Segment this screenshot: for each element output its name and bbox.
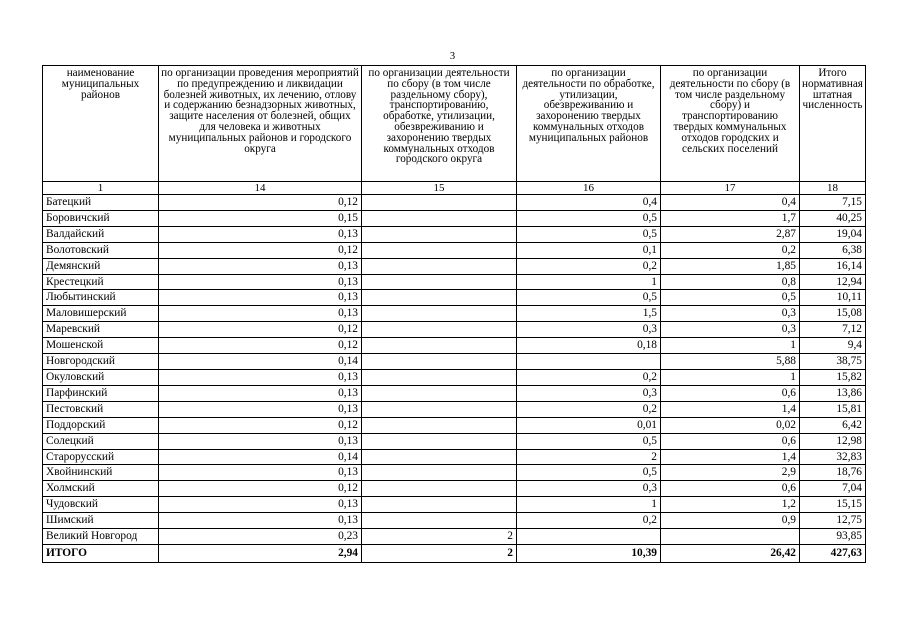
table-row bbox=[43, 306, 866, 322]
value-cell-c15 bbox=[362, 354, 517, 370]
value-cell-c15 bbox=[362, 369, 517, 385]
value-cell-c14: 0,13 bbox=[159, 369, 362, 385]
total-col15: 2 bbox=[362, 544, 517, 562]
value-cell-c14: 0,13 bbox=[159, 497, 362, 513]
value-cell-c14: 0,14 bbox=[159, 354, 362, 370]
value-cell-c16: 2 bbox=[517, 449, 661, 465]
value-cell-c14: 0,12 bbox=[159, 242, 362, 258]
header-cell: наименование муниципальных районов bbox=[43, 66, 159, 182]
column-number-row bbox=[43, 182, 866, 195]
value-cell-c18: 93,85 bbox=[800, 529, 866, 545]
value-cell-c18: 9,4 bbox=[800, 338, 866, 354]
value-cell-c17: 1,4 bbox=[661, 449, 800, 465]
value-cell-c18: 15,08 bbox=[800, 306, 866, 322]
column-number: 17 bbox=[661, 182, 800, 195]
table-row bbox=[43, 322, 866, 338]
value-cell-c14: 0,12 bbox=[159, 195, 362, 211]
value-cell-c14: 0,12 bbox=[159, 417, 362, 433]
table-row bbox=[43, 481, 866, 497]
value-cell-c18: 15,81 bbox=[800, 401, 866, 417]
value-cell-c14: 0,15 bbox=[159, 210, 362, 226]
column-number: 16 bbox=[517, 182, 661, 195]
value-cell-c18: 12,75 bbox=[800, 513, 866, 529]
value-cell-c18: 7,04 bbox=[800, 481, 866, 497]
table-row bbox=[43, 210, 866, 226]
district-name: Чудовский bbox=[43, 497, 159, 513]
value-cell-c16: 0,18 bbox=[517, 338, 661, 354]
value-cell-c16: 0,3 bbox=[517, 322, 661, 338]
value-cell-c15 bbox=[362, 401, 517, 417]
value-cell-c18: 7,12 bbox=[800, 322, 866, 338]
value-cell-c16: 0,1 bbox=[517, 242, 661, 258]
value-cell-c15 bbox=[362, 210, 517, 226]
value-cell-c18: 18,76 bbox=[800, 465, 866, 481]
district-name: Хвойнинский bbox=[43, 465, 159, 481]
value-cell-c14: 0,13 bbox=[159, 258, 362, 274]
table-row bbox=[43, 354, 866, 370]
table-row bbox=[43, 417, 866, 433]
value-cell-c14: 0,13 bbox=[159, 385, 362, 401]
value-cell-c16: 0,2 bbox=[517, 369, 661, 385]
value-cell-c17: 1 bbox=[661, 369, 800, 385]
district-name: Парфинский bbox=[43, 385, 159, 401]
value-cell-c15 bbox=[362, 242, 517, 258]
header-cell: Итого нормативная штатная численность bbox=[800, 66, 866, 182]
page-number: 3 bbox=[449, 51, 456, 62]
total-col17: 26,42 bbox=[661, 544, 800, 562]
district-name: Любытинский bbox=[43, 290, 159, 306]
total-col16: 10,39 bbox=[517, 544, 661, 562]
value-cell-c18: 7,15 bbox=[800, 195, 866, 211]
table-row bbox=[43, 258, 866, 274]
value-cell-c16: 0,5 bbox=[517, 290, 661, 306]
value-cell-c17: 0,4 bbox=[661, 195, 800, 211]
district-name: Волотовский bbox=[43, 242, 159, 258]
value-cell-c17: 1,7 bbox=[661, 210, 800, 226]
value-cell-c15 bbox=[362, 433, 517, 449]
value-cell-c16: 0,5 bbox=[517, 465, 661, 481]
table-row bbox=[43, 338, 866, 354]
district-name: Маловишерский bbox=[43, 306, 159, 322]
value-cell-c14: 0,13 bbox=[159, 226, 362, 242]
value-cell-c18: 32,83 bbox=[800, 449, 866, 465]
table-row bbox=[43, 433, 866, 449]
district-name: Старорусский bbox=[43, 449, 159, 465]
value-cell-c16 bbox=[517, 529, 661, 545]
value-cell-c15 bbox=[362, 338, 517, 354]
value-cell-c16: 0,01 bbox=[517, 417, 661, 433]
district-name: Солецкий bbox=[43, 433, 159, 449]
value-cell-c14: 0,13 bbox=[159, 401, 362, 417]
value-cell-c16: 0,3 bbox=[517, 481, 661, 497]
value-cell-c16: 0,2 bbox=[517, 401, 661, 417]
header-cell: по организации деятельности по обработке, утилизации, обезвреживанию и захоронению твердых коммунальных отходов муниципальных районов bbox=[517, 66, 661, 182]
column-number: 1 bbox=[43, 182, 159, 195]
table-row bbox=[43, 274, 866, 290]
district-name: Маревский bbox=[43, 322, 159, 338]
value-cell-c17: 0,8 bbox=[661, 274, 800, 290]
value-cell-c15 bbox=[362, 449, 517, 465]
value-cell-c17: 1,4 bbox=[661, 401, 800, 417]
table-row bbox=[43, 290, 866, 306]
value-cell-c17: 1,2 bbox=[661, 497, 800, 513]
district-name: Окуловский bbox=[43, 369, 159, 385]
district-name: Валдайский bbox=[43, 226, 159, 242]
value-cell-c18: 15,15 bbox=[800, 497, 866, 513]
value-cell-c18: 6,38 bbox=[800, 242, 866, 258]
value-cell-c18: 13,86 bbox=[800, 385, 866, 401]
value-cell-c15 bbox=[362, 513, 517, 529]
value-cell-c15: 2 bbox=[362, 529, 517, 545]
value-cell-c18: 10,11 bbox=[800, 290, 866, 306]
value-cell-c15 bbox=[362, 497, 517, 513]
value-cell-c17: 0,6 bbox=[661, 481, 800, 497]
district-name: Мошенской bbox=[43, 338, 159, 354]
value-cell-c14: 0,12 bbox=[159, 322, 362, 338]
table-row bbox=[43, 385, 866, 401]
value-cell-c15 bbox=[362, 465, 517, 481]
district-name: Новгородский bbox=[43, 354, 159, 370]
value-cell-c18: 16,14 bbox=[800, 258, 866, 274]
value-cell-c18: 38,75 bbox=[800, 354, 866, 370]
value-cell-c17: 2,9 bbox=[661, 465, 800, 481]
table-row bbox=[43, 195, 866, 211]
value-cell-c17: 0,6 bbox=[661, 433, 800, 449]
value-cell-c16: 0,5 bbox=[517, 210, 661, 226]
header-cell: по организации деятельности по сбору (в том числе раздельному сбору) и транспортированию твердых коммунальных отходов городских и сельских поселений bbox=[661, 66, 800, 182]
value-cell-c14: 0,13 bbox=[159, 433, 362, 449]
table-row bbox=[43, 401, 866, 417]
value-cell-c15 bbox=[362, 290, 517, 306]
district-name: Батецкий bbox=[43, 195, 159, 211]
table-body bbox=[43, 195, 866, 563]
value-cell-c14: 0,13 bbox=[159, 465, 362, 481]
district-name: Великий Новгород bbox=[43, 529, 159, 545]
header-cell: по организации деятельности по сбору (в том числе раздельному сбору), транспортированию, обработке, утилизации, обезвреживанию и захоронению твердых коммунальных отходов городского округа bbox=[362, 66, 517, 182]
value-cell-c15 bbox=[362, 306, 517, 322]
table-row bbox=[43, 369, 866, 385]
value-cell-c15 bbox=[362, 226, 517, 242]
district-name: Поддорский bbox=[43, 417, 159, 433]
header-row bbox=[43, 66, 866, 182]
value-cell-c16: 0,5 bbox=[517, 433, 661, 449]
district-name: Демянский bbox=[43, 258, 159, 274]
value-cell-c16: 0,2 bbox=[517, 513, 661, 529]
value-cell-c17: 5,88 bbox=[661, 354, 800, 370]
value-cell-c15 bbox=[362, 322, 517, 338]
total-col14: 2,94 bbox=[159, 544, 362, 562]
table-row bbox=[43, 242, 866, 258]
value-cell-c17: 1,85 bbox=[661, 258, 800, 274]
header-cell: по организации проведения мероприятий по предупреждению и ликвидации болезней животных, их лечению, отлову и содержанию безнадзорных животных, защите населения от болезней, общих для человека и животных муниципальных районов и городского округа bbox=[159, 66, 362, 182]
district-name: Крестецкий bbox=[43, 274, 159, 290]
table-row bbox=[43, 226, 866, 242]
value-cell-c17: 0,3 bbox=[661, 306, 800, 322]
value-cell-c15 bbox=[362, 195, 517, 211]
value-cell-c17: 0,9 bbox=[661, 513, 800, 529]
value-cell-c18: 15,82 bbox=[800, 369, 866, 385]
value-cell-c16: 0,4 bbox=[517, 195, 661, 211]
value-cell-c14: 0,13 bbox=[159, 290, 362, 306]
district-name: Шимский bbox=[43, 513, 159, 529]
value-cell-c18: 6,42 bbox=[800, 417, 866, 433]
value-cell-c14: 0,13 bbox=[159, 306, 362, 322]
table-row bbox=[43, 513, 866, 529]
value-cell-c18: 12,94 bbox=[800, 274, 866, 290]
total-label: ИТОГО bbox=[43, 544, 159, 562]
value-cell-c17: 0,02 bbox=[661, 417, 800, 433]
value-cell-c18: 19,04 bbox=[800, 226, 866, 242]
value-cell-c14: 0,23 bbox=[159, 529, 362, 545]
district-name: Пестовский bbox=[43, 401, 159, 417]
value-cell-c16: 0,3 bbox=[517, 385, 661, 401]
value-cell-c16: 1 bbox=[517, 497, 661, 513]
value-cell-c16: 0,5 bbox=[517, 226, 661, 242]
value-cell-c17: 0,6 bbox=[661, 385, 800, 401]
table-row bbox=[43, 465, 866, 481]
value-cell-c16: 0,2 bbox=[517, 258, 661, 274]
district-name: Боровичский bbox=[43, 210, 159, 226]
total-row bbox=[43, 544, 866, 562]
value-cell-c17 bbox=[661, 529, 800, 545]
district-name: Холмский bbox=[43, 481, 159, 497]
value-cell-c18: 12,98 bbox=[800, 433, 866, 449]
value-cell-c16: 1 bbox=[517, 274, 661, 290]
value-cell-c15 bbox=[362, 258, 517, 274]
staffing-table bbox=[42, 65, 866, 563]
value-cell-c14: 0,13 bbox=[159, 513, 362, 529]
value-cell-c15 bbox=[362, 385, 517, 401]
value-cell-c17: 2,87 bbox=[661, 226, 800, 242]
value-cell-c15 bbox=[362, 274, 517, 290]
value-cell-c17: 1 bbox=[661, 338, 800, 354]
column-number: 15 bbox=[362, 182, 517, 195]
column-number: 14 bbox=[159, 182, 362, 195]
value-cell-c17: 0,5 bbox=[661, 290, 800, 306]
value-cell-c18: 40,25 bbox=[800, 210, 866, 226]
value-cell-c14: 0,12 bbox=[159, 338, 362, 354]
total-col18: 427,63 bbox=[800, 544, 866, 562]
column-number: 18 bbox=[800, 182, 866, 195]
value-cell-c16 bbox=[517, 354, 661, 370]
value-cell-c17: 0,3 bbox=[661, 322, 800, 338]
table-row bbox=[43, 529, 866, 545]
value-cell-c14: 0,12 bbox=[159, 481, 362, 497]
table-row bbox=[43, 449, 866, 465]
value-cell-c14: 0,14 bbox=[159, 449, 362, 465]
value-cell-c15 bbox=[362, 481, 517, 497]
value-cell-c16: 1,5 bbox=[517, 306, 661, 322]
value-cell-c14: 0,13 bbox=[159, 274, 362, 290]
value-cell-c17: 0,2 bbox=[661, 242, 800, 258]
table-row bbox=[43, 497, 866, 513]
value-cell-c15 bbox=[362, 417, 517, 433]
